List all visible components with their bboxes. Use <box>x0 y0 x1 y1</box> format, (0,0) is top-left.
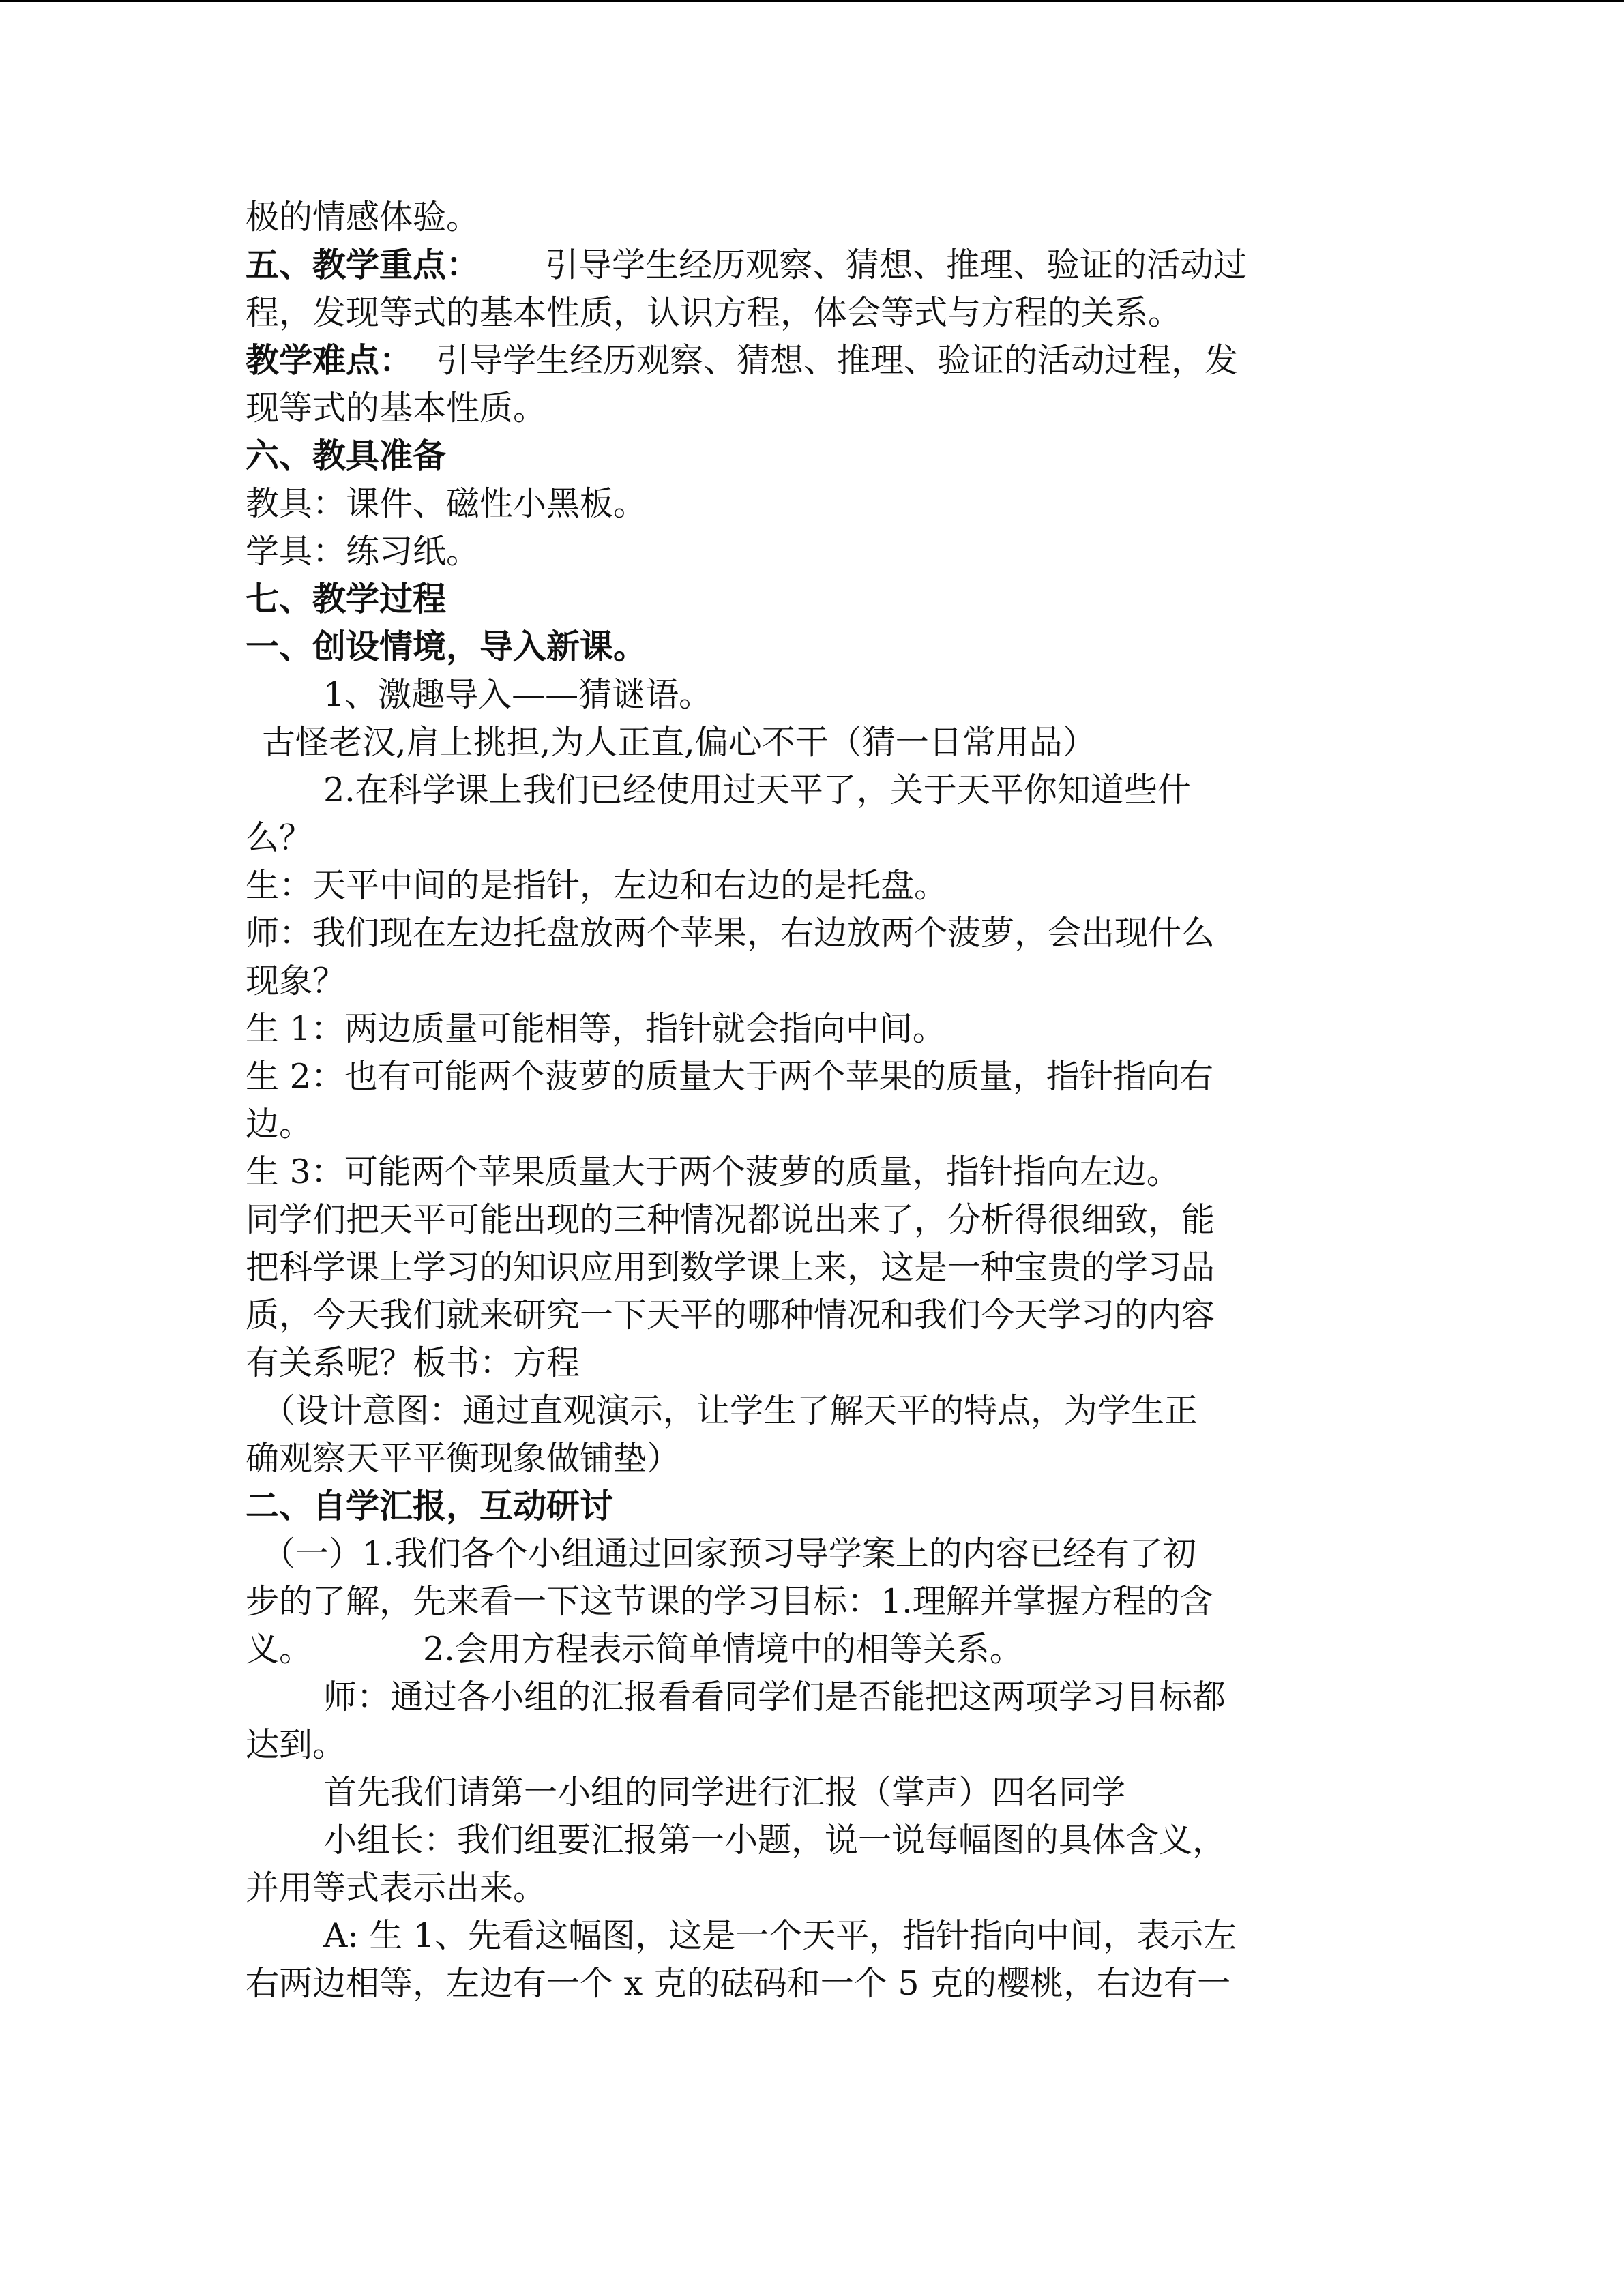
section-heading: 一、创设情境，导入新课。 <box>246 627 647 666</box>
section-teaching-focus <box>246 241 1378 289</box>
text-line: （一）1.我们各个小组通过回家预习导学案上的内容已经有了初 <box>262 1534 1196 1573</box>
text-line: 有关系呢？板书：方程 <box>246 1343 580 1382</box>
section-heading: 五、教学重点： <box>246 245 480 284</box>
text-line: 边。 <box>246 1105 313 1144</box>
text-line: 并用等式表示出来。 <box>246 1868 547 1907</box>
section-text: 引导学生经历观察、猜想、推理、验证的活动过 <box>545 245 1247 284</box>
dialogue-line: 生：天平中间的是指针，左边和右边的是托盘。 <box>246 866 948 905</box>
text-line: 现象？ <box>246 961 346 1000</box>
document-body <box>246 194 1378 2008</box>
section-teaching-difficulty <box>246 337 1378 385</box>
text-line: 同学们把天平可能出现的三种情况都说出来了，分析得很细致，能 <box>246 1200 1215 1239</box>
text-line: 1、激趣导入——猜谜语。 <box>323 675 713 714</box>
text-line: 学具：练习纸。 <box>246 532 480 571</box>
text-line: 么？ <box>246 818 313 857</box>
text-fragment: 2.会用方程表示简单情境中的相等关系。 <box>423 1630 1023 1669</box>
text-line: 现等式的基本性质。 <box>246 389 547 428</box>
text-line: 2.在科学课上我们已经使用过天平了，关于天平你知道些什 <box>323 771 1191 809</box>
text-line: 把科学课上学习的知识应用到数学课上来，这是一种宝贵的学习品 <box>246 1248 1215 1287</box>
section-heading: 二、自学汇报，互动研讨 <box>246 1487 614 1525</box>
dialogue-line: 师：我们现在左边托盘放两个苹果，右边放两个菠萝，会出现什么 <box>246 914 1215 953</box>
page-top-border <box>0 0 1624 2</box>
text-line: 教具：课件、磁性小黑板。 <box>246 484 647 523</box>
riddle-line: 古怪老汉,肩上挑担,为人正直,偏心不干（猜一日常用品） <box>262 723 1096 762</box>
section-heading: 七、教学过程 <box>246 580 447 618</box>
text-line <box>246 1626 1378 1673</box>
text-line: 确观察天平平衡现象做铺垫） <box>246 1439 681 1478</box>
dialogue-line: A: 生 1、先看这幅图，这是一个天平，指针指向中间，表示左 <box>323 1916 1237 1955</box>
dialogue-line: 生 1：两边质量可能相等，指针就会指向中间。 <box>246 1009 946 1048</box>
text-line: 程，发现等式的基本性质，认识方程，体会等式与方程的关系。 <box>246 293 1182 332</box>
dialogue-line: 师：通过各小组的汇报看看同学们是否能把这两项学习目标都 <box>323 1678 1226 1716</box>
section-heading: 教学难点： <box>246 341 413 380</box>
section-text: 引导学生经历观察、猜想、推理、验证的活动过程，发 <box>436 341 1239 380</box>
dialogue-line: 生 2：也有可能两个菠萝的质量大于两个苹果的质量，指针指向右 <box>246 1057 1213 1096</box>
text-line: 达到。 <box>246 1725 346 1764</box>
text-line: 右两边相等，左边有一个 x 克的砝码和一个 5 克的樱桃，右边有一 <box>246 1964 1231 2003</box>
text-line: 极的情感体验。 <box>246 198 480 237</box>
text-line: 首先我们请第一小组的同学进行汇报（掌声）四名同学 <box>323 1773 1126 1812</box>
design-intent-line: （设计意图：通过直观演示，让学生了解天平的特点，为学生正 <box>262 1391 1198 1430</box>
section-heading: 六、教具准备 <box>246 436 447 475</box>
text-fragment: 义。 <box>246 1630 313 1669</box>
text-line: 步的了解，先来看一下这节课的学习目标：1.理解并掌握方程的含 <box>246 1582 1213 1621</box>
dialogue-line: 生 3：可能两个苹果质量大于两个菠萝的质量，指针指向左边。 <box>246 1152 1180 1191</box>
dialogue-line: 小组长：我们组要汇报第一小题，说一说每幅图的具体含义， <box>323 1821 1226 1860</box>
text-line: 质，今天我们就来研究一下天平的哪种情况和我们今天学习的内容 <box>246 1296 1215 1335</box>
